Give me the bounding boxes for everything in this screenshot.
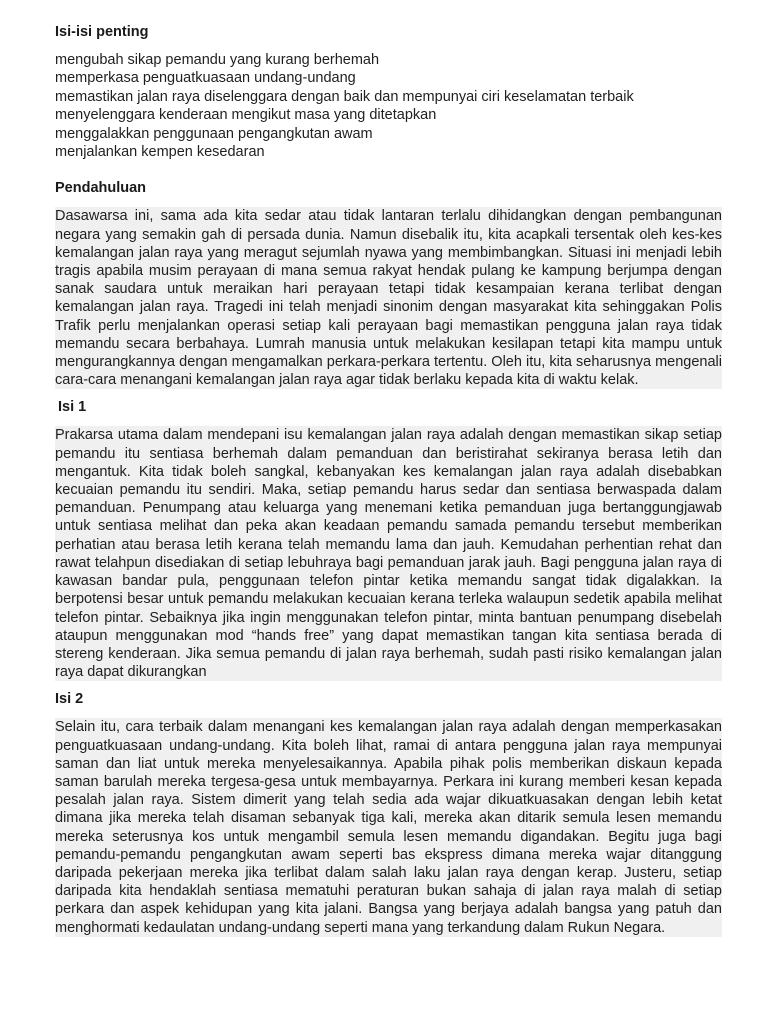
intro-paragraph: Dasawarsa ini, sama ada kita sedar atau tidak lantaran terlalu dihidangkan dengan pembangunan negara yang semakin gah di persada dunia. Namun disebalik itu, kita acapkali tersentak oleh kes-kes kemalangan jalan raya yang meragut sejumlah nyawa yang membimbangkan. Situasi ini menjadi lebih tragis apabila musim perayaan di mana semua rakyat hendak pulang ke kampung berjumpa dengan sanak saudara untuk meraikan hari perayaan tetapi tidak kesampaian kerana terlibat dengan kemalangan jalan raya. Tragedi ini telah menjadi sinonim dengan masyarakat kita sehinggakan Polis Trafik perlu menjalankan operasi setiap kali perayaan bagi memastikan pengguna jalan raya tidak memandu secara berbahaya. Lumrah manusia untuk melakukan kesilapan tetapi kita mampu untuk mengurangkannya dengan mengamalkan perkara-perkara tertentu. Oleh itu, kita seharusnya mengenali cara-cara menangani kemalangan jalan raya agar tidak berlaku kepada kita di waktu kelak. xyxy=(55,208,722,389)
key-point-item: menggalakkan penggunaan pengangkutan awam xyxy=(55,125,373,142)
key-points-heading: Isi-isi penting xyxy=(55,24,149,40)
key-point-item: memastikan jalan raya diselenggara dengan baik dan mempunyai ciri keselamatan terbaik xyxy=(55,88,634,105)
key-point-item: mengubah sikap pemandu yang kurang berhemah xyxy=(55,52,380,68)
point2-heading: Isi 2 xyxy=(55,691,84,708)
key-point-item: memperkasa penguatkuasaan undang-undang xyxy=(55,70,356,87)
point2-paragraph: Selain itu, cara terbaik dalam menangani kes kemalangan jalan raya adalah dengan memperkasakan penguatkuasaan undang-undang. Kita boleh lihat, ramai di antara pengguna jalan raya mempunyai saman dan liat untuk mereka menyelesaikannya. Apabila pihak polis memberikan diskaun kepada saman barulah mereka tergesa-gesa untuk membayarnya. Perkara ini kurang memberi kesan kepada pesalah jalan raya. Sistem dimerit yang telah sedia ada wajar dikuatkuasakan dengan lebih ketat dimana jika mereka telah disaman sebanyak tiga kali, mereka akan ditarik semula lesen memandu mereka seterusnya kos untuk mengambil semula lesen memandu digandakan. Begitu juga bagi pemandu-pemandu pengangkutan awam seperti bas ekspress dimana mereka wajar ditanggung daripada pekerjaan mereka jika terlibat dalam salah laku jalan raya dengan kerap. Justeru, setiap daripada kita hendaklah sentiasa mematuhi peraturan bukan sahaja di jalan raya malah di setiap perkara dan aspek kehidupan yang kita jalani. Bangsa yang berjaya adalah bangsa yang patuh dan menghormati kedaulatan undang-undang seperti mana yang terkandung dalam Rukun Negara. xyxy=(55,719,722,936)
point1-heading: Isi 1 xyxy=(58,399,87,416)
document-page xyxy=(55,23,722,937)
point1-paragraph: Prakarsa utama dalam mendepani isu kemalangan jalan raya adalah dengan memastikan sikap setiap pemandu itu sentiasa berhemah dalam pemanduan dan beristirahat sekiranya berasa letih dan mengantuk. Kita tidak boleh sangkal, kebanyakan kes kemalangan jalan raya adalah disebabkan kecuaian pemandu itu sendiri. Maka, setiap pemandu harus sedar dan sentiasa berwaspada dalam pemanduan. Penumpang atau keluarga yang menemani ketika pemanduan juga bertanggungjawab untuk sentiasa melihat dan peka akan keadaan pemandu samada pemandu tersebut memberikan perhatian atau berasa letih kerana telah memandu lama dan jauh. Kemudahan perhentian rehat dan rawat telahpun disediakan di setiap lebuhraya bagi pemanduan jarak jauh. Bagi pengguna jalan raya di kawasan bandar pula, penggunaan telefon pintar ketika memandu sangat tidak digalakkan. Ia berpotensi besar untuk pemandu melakukan kecuaian kerana terleka walaupun sedetik apabila melihat telefon pintar. Sebaiknya jika ingin menggunakan telefon pintar, minta bantuan penumpang disebelah ataupun menggunakan mod “hands free” yang dapat memastikan tangan kita sentiasa berada di stereng kenderaan. Jika semua pemandu di jalan raya berhemah, sudah pasti risiko kemalangan jalan raya dapat dikurangkan xyxy=(55,427,722,681)
key-points-list xyxy=(55,51,722,161)
key-point-item: menyelenggara kenderaan mengikut masa yang ditetapkan xyxy=(55,107,437,124)
intro-heading: Pendahuluan xyxy=(55,180,147,197)
key-point-item: menjalankan kempen kesedaran xyxy=(55,144,265,161)
